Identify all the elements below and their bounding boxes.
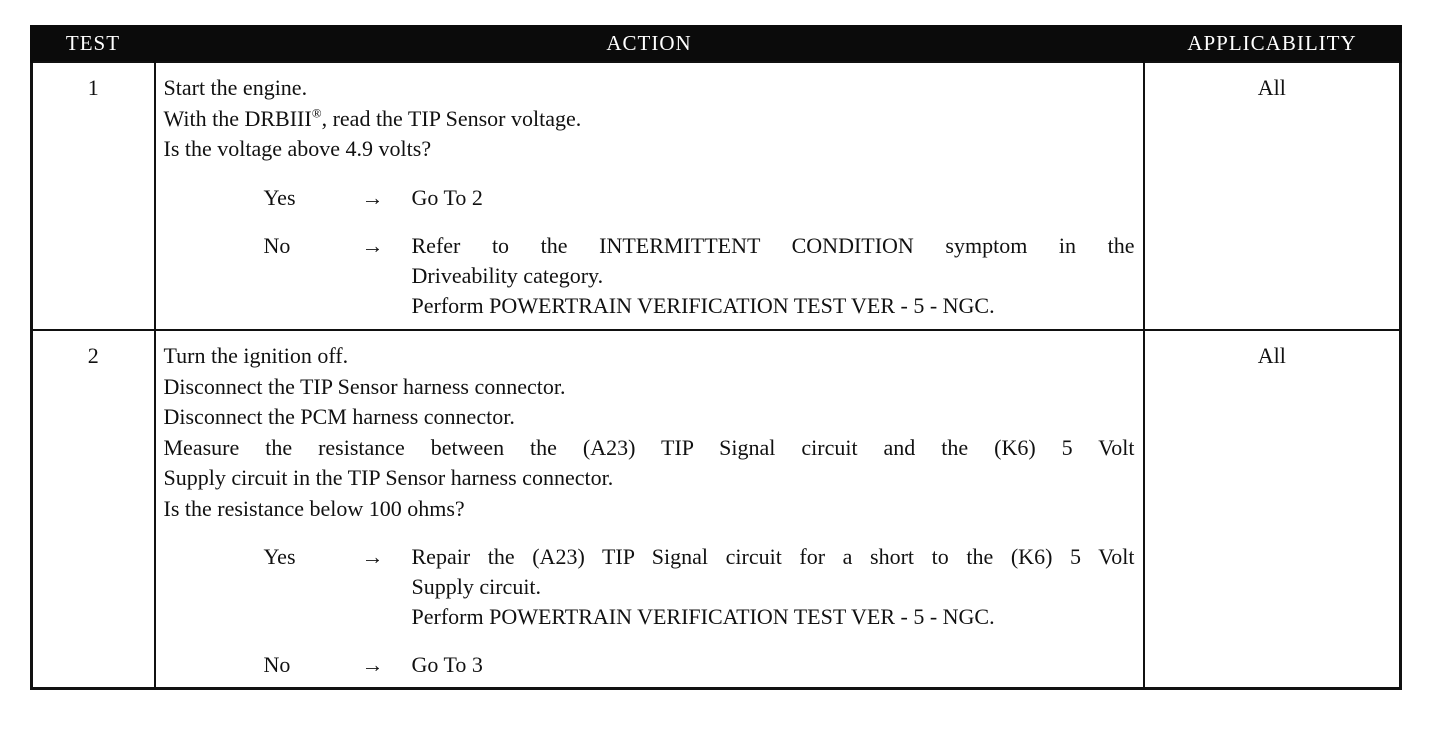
step-line: Is the resistance below 100 ohms? (163, 495, 465, 521)
answer-label: Yes (263, 184, 296, 210)
answer-line: Refer to the INTERMITTENT CONDITION symptom in the (411, 232, 1135, 258)
applicability-cell (1144, 330, 1401, 689)
step-line: Turn the ignition off. (163, 343, 349, 368)
test-number: 2 (87, 343, 99, 368)
table-row-test-1 (32, 62, 1401, 330)
answer-line: Go To 2 (411, 184, 483, 210)
answer-label: No (263, 652, 291, 677)
test-number: 1 (87, 75, 99, 100)
answer-line: Go To 3 (411, 652, 483, 677)
applicability-value: All (1257, 75, 1286, 100)
header-test: TEST (32, 25, 155, 62)
applicability-value: All (1257, 343, 1286, 368)
answer-yes (164, 542, 1135, 632)
step-line: Disconnect the PCM harness connector. (163, 404, 515, 429)
registered-mark: ® (311, 105, 322, 121)
answer-label: Yes (263, 544, 296, 569)
arrow-right-icon: → (361, 652, 384, 677)
step-line: Start the engine. (163, 75, 308, 100)
arrow-right-icon: → (361, 184, 384, 210)
answer-line: Driveability category. (411, 262, 604, 288)
step-line: Supply circuit in the TIP Sensor harness connector. (163, 465, 614, 490)
arrow-right-icon: → (361, 232, 384, 258)
step-line: Measure the resistance between the (A23) TIP Signal circuit and the (K6) 5 Volt (163, 434, 1135, 460)
step-line (164, 104, 1135, 135)
header-applicability: APPLICABILITY (1144, 25, 1401, 62)
table-row-test-2 (32, 330, 1401, 689)
action-cell (155, 62, 1144, 330)
answer-line: Perform POWERTRAIN VERIFICATION TEST VER - 5 - NGC. (411, 604, 995, 629)
arrow-right-icon: → (361, 544, 384, 569)
test-number-cell (32, 62, 155, 330)
header-action: ACTION (155, 25, 1144, 62)
answer-label: No (263, 232, 291, 258)
answer-line: Repair the (A23) TIP Signal circuit for a short to the (K6) 5 Volt (411, 544, 1135, 569)
answer-no (164, 231, 1135, 321)
step-text: With the DRBIII (163, 105, 312, 131)
test-number-cell (32, 330, 155, 689)
table-header-row (32, 25, 1401, 62)
applicability-cell (1144, 62, 1401, 330)
step-line: Is the voltage above 4.9 volts? (163, 136, 432, 161)
answer-no (164, 650, 1135, 680)
answer-line: Perform POWERTRAIN VERIFICATION TEST VER - 5 - NGC. (411, 292, 995, 318)
answer-yes (164, 183, 1135, 213)
action-cell (155, 330, 1144, 689)
diagnostic-test-table (30, 25, 1402, 690)
answer-line: Supply circuit. (411, 574, 542, 599)
step-line: Disconnect the TIP Sensor harness connector. (163, 373, 566, 399)
step-text: , read the TIP Sensor voltage. (321, 105, 582, 131)
